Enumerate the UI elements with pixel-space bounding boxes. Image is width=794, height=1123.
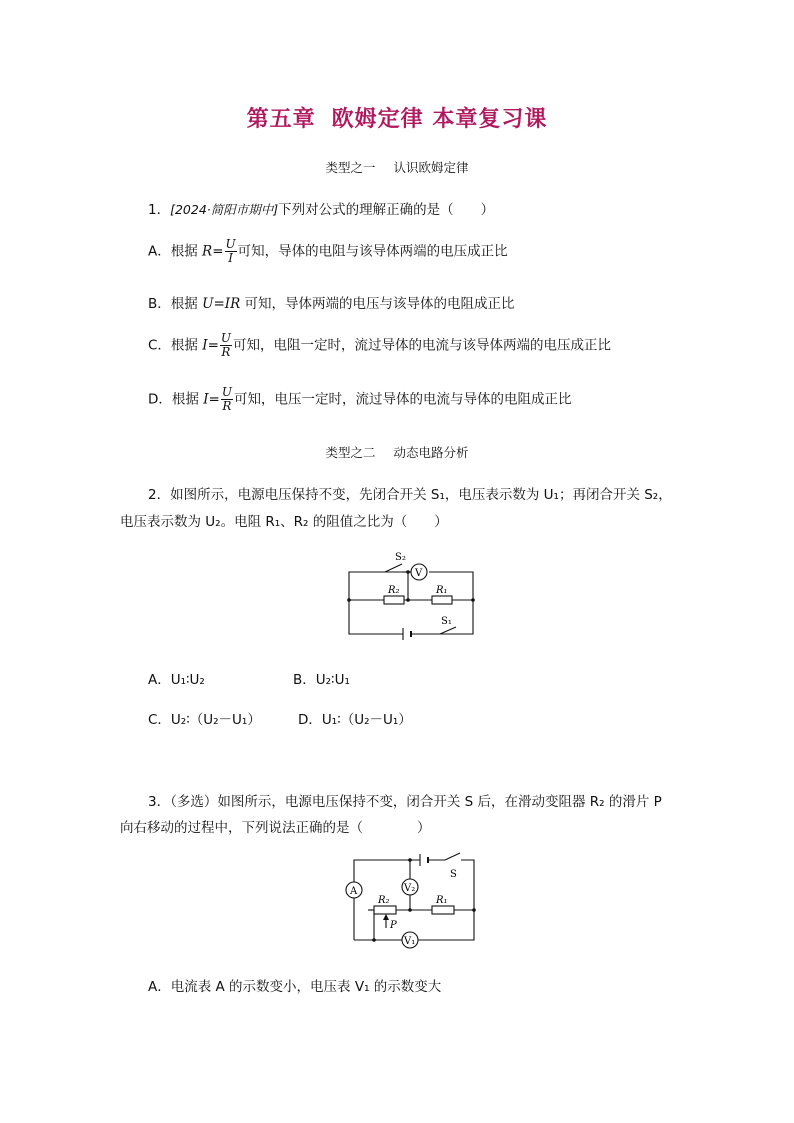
resistor-r1-label: R₁ [436,585,448,596]
chapter-name: 欧姆定律 本章复习课 [331,107,548,132]
formula-equals: = [212,243,224,260]
question-2-line-2: 电压表示数为 U₂。电阻 R₁、R₂ 的阻值之比为（ ） [120,514,448,530]
option-prefix: B．根据 [148,296,203,312]
question-2-line-1: 2．如图所示，电源电压保持不变，先闭合开关 S₁，电压表示数为 U₁；再闭合开关 S₂， [148,487,672,503]
fraction-numerator: U [220,331,231,345]
formula-equals: = [208,391,220,408]
fraction-numerator: U [221,385,232,399]
section-topic: 认识欧姆定律 [393,160,469,175]
switch-s-label: S [450,869,457,880]
q2-option-a: A．U₁∶U₂ [148,672,205,688]
question-3-line-1: 3．（多选）如图所示，电源电压保持不变，闭合开关 S 后，在滑动变阻器 R₂ 的滑片 P [148,794,662,810]
switch-s2-label: S₂ [395,552,406,563]
question-1-stem [148,198,494,218]
fraction-numerator: U [225,237,236,251]
fraction [220,332,232,359]
fraction [225,238,237,265]
question-3-line-2: 向右移动的过程中，下列说法正确的是（ ） [120,820,431,836]
fraction-denominator: R [221,345,231,359]
option-prefix: D．根据 [148,391,204,408]
option-text: 可知，导体的电阻与该导体两端的电压成正比 [237,243,508,260]
slider-p-label: P [390,920,397,931]
section-label: 类型之二 [325,445,376,460]
resistor-r2-label: R₂ [378,895,390,906]
circuit-diagram-q2 [340,548,480,640]
formula-equals: = [207,337,219,354]
resistor-r1-label: R₁ [436,895,448,906]
option-text: 可知，电阻一定时，流过导体的电流与该导体两端的电压成正比 [233,337,611,354]
section-topic: 动态电路分析 [393,445,469,460]
resistor-r2-label: R₂ [388,585,400,596]
circuit-diagram-q3 [340,852,480,950]
fraction [221,386,233,413]
option-b [148,292,515,312]
section-heading-1 [0,158,794,176]
fraction-denominator: R [222,399,232,413]
q3-option-a: A．电流表 A 的示数变小，电压表 V₁ 的示数变大 [148,979,442,995]
formula-variable: I [203,391,209,408]
chapter-number: 第五章 [246,107,316,132]
page-title [0,102,794,133]
voltmeter-v1-label: V₁ [404,936,416,947]
fraction-denominator: I [228,251,233,265]
ammeter-label: A [350,886,358,897]
option-prefix: A．根据 [148,243,203,260]
voltmeter-v2-label: V₂ [404,883,416,894]
option-d [148,386,571,413]
section-heading-2 [0,443,794,461]
formula-variable: R [202,243,213,260]
q2-option-c: C．U₂∶（U₂－U₁） [148,712,261,728]
formula: U=IR [202,296,241,312]
option-text: 可知，电压一定时，流过导体的电流与导体的电阻成正比 [233,391,572,408]
q2-option-d: D．U₁∶（U₂－U₁） [298,712,412,728]
q2-option-b: B．U₂∶U₁ [293,672,350,688]
switch-s1-label: S₁ [441,616,452,627]
option-text: 可知，导体两端的电压与该导体的电阻成正比 [240,296,515,312]
section-label: 类型之一 [325,160,376,175]
option-prefix: C．根据 [148,337,203,354]
formula-variable: I [202,337,208,354]
question-source: [2024·简阳市期中] [170,202,279,217]
question-number: 1． [148,202,171,218]
option-a [148,238,508,265]
option-c [148,332,611,359]
voltmeter-label: V [415,568,423,579]
question-text: 下列对公式的理解正确的是（ ） [278,202,495,218]
